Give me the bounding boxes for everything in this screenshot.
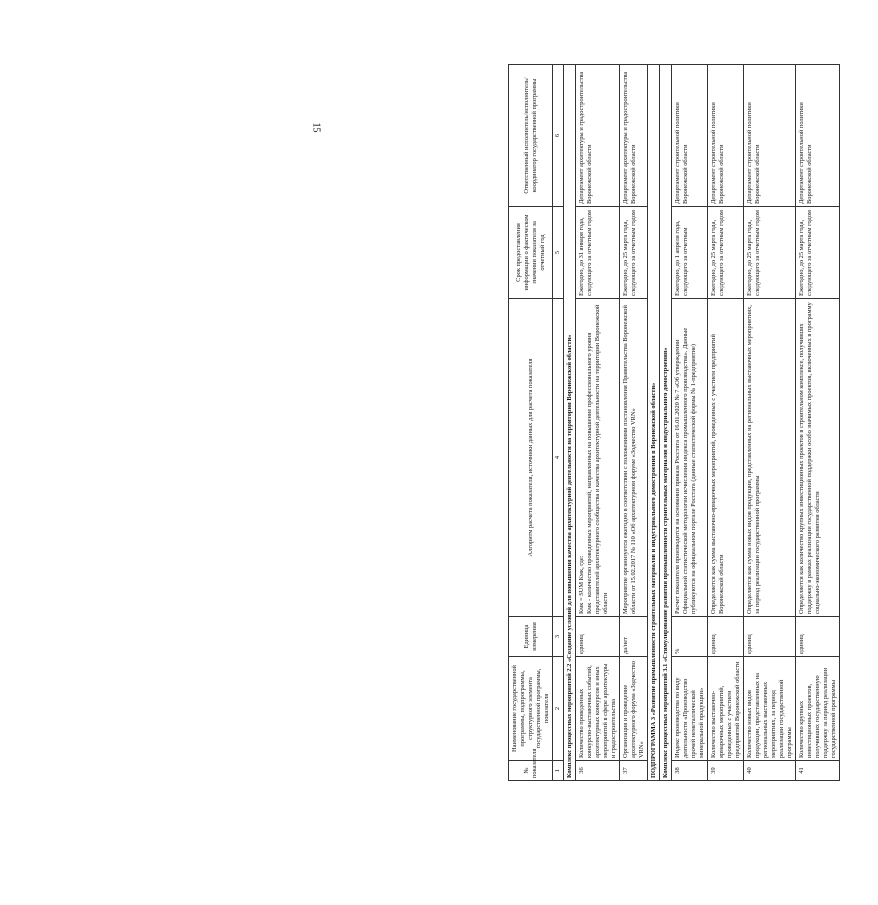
section-heading: Комплекс процессных мероприятий 2.2 «Создание условий для повышения качества архитектурной деятельности на территории Воронежской области» [564, 65, 576, 781]
subprogram-heading: ПОДПРОГРАММА 3 «Развитие промышленности строительных материалов и индустриального домостроения в Воронежской области» [648, 65, 660, 781]
indicators-table [508, 64, 840, 781]
indicator-responsible: Департамент архитектуры и градостроительства Воронежской области [576, 65, 620, 207]
section-heading-row [660, 65, 672, 781]
table-header-row [509, 65, 553, 781]
header-cell: Алгоритм расчета показателя, источники данных для расчета показателя [509, 299, 553, 617]
indicator-name: Количество крупных инвестиционных проектов, получивших государственную поддержку за период реализации государственной программы [796, 657, 840, 761]
column-index: 3 [553, 617, 564, 657]
column-index: 5 [553, 207, 564, 299]
indicator-deadline: Ежегодно, до 1 апреля года, следующего за отчетным [672, 207, 708, 299]
indicator-unit: единиц [576, 617, 620, 657]
header-cell: Наименование государственной программы, подпрограммы, структурного элемента государственной программы, показателя [509, 657, 553, 761]
column-index: 2 [553, 657, 564, 761]
header-cell: Единица измерения [509, 617, 553, 657]
indicator-number: 37 [620, 761, 648, 781]
column-index: 6 [553, 65, 564, 207]
indicator-algorithm: Определяется как сумма новых видов продукции, представленных на региональных выставочных мероприятиях, за период реализации государственной программы [744, 299, 796, 617]
indicator-algorithm: Мероприятие организуется ежегодно в соответствии с положениями постановления Правительства Воронежской области от 15.02.2017 № 110 «Об архитектурном форуме «Зодчество VRN» [620, 299, 648, 617]
indicator-number: 40 [744, 761, 796, 781]
section-heading-row [564, 65, 576, 781]
indicator-name: Количество выставочно-ярмарочных мероприятий, проведенных с участием предприятий Воронежской области [708, 657, 744, 761]
indicator-deadline: Ежегодно, до 25 марта года, следующего за отчетным годом [620, 207, 648, 299]
table-row [576, 65, 620, 781]
indicator-number: 39 [708, 761, 744, 781]
indicator-unit: % [672, 617, 708, 657]
column-index: 1 [553, 761, 564, 781]
column-index-row [553, 65, 564, 781]
indicator-number: 41 [796, 761, 840, 781]
indicator-name: Количество новых видов продукции, представленных на региональных выставочных мероприятиях, за период реализации государственной программы [744, 657, 796, 761]
indicator-deadline: Ежегодно, до 25 марта года, следующего за отчетным годом [744, 207, 796, 299]
indicator-algorithm: Определяется как количество крупных инвестиционных проектов в строительном комплексе, получивших поддержку в рамках реализации государственной поддержки особо значимых проектов, включенных в программу социально-экономического развития области [796, 299, 840, 617]
indicator-name: Количество проведенных конкурсно-выставочных событий, архитектурных конкурсов и иных мероприятий в сфере архитектуры и градостроительства [576, 657, 620, 761]
indicator-responsible: Департамент архитектуры и градостроительства Воронежской области [620, 65, 648, 207]
rotated-table-wrapper [508, 65, 878, 781]
subprogram-heading-row [648, 65, 660, 781]
column-index: 4 [553, 299, 564, 617]
header-cell: Ответственный исполнитель/исполнитель/ координатор государственной программы [509, 65, 553, 207]
page-number: 15 [310, 122, 322, 133]
indicator-responsible: Департамент строительной политики Воронежской области [796, 65, 840, 207]
section-heading: Комплекс процессных мероприятий 3.1 «Стимулирование развития промышленности строительных материалов и индустриального домостроения» [660, 65, 672, 781]
table-row [620, 65, 648, 781]
indicator-number: 36 [576, 761, 620, 781]
indicator-number: 38 [672, 761, 708, 781]
table-row [744, 65, 796, 781]
indicator-algorithm: Расчет показателя производится на основании приказа Росстата от 16.01.2020 № 7 «Об утверждении Официальной статистической методологии исчисления индекса промышленного производства». Данные публикуются на официальном портале Росстата (данные статистической формы № 1-предприятие) [672, 299, 708, 617]
indicator-name: Организация и проведение архитектурного форума «Зодчество VRN» [620, 657, 648, 761]
header-cell: Срок предоставления информации о фактическом значении показателя за отчетный год [509, 207, 553, 299]
table-row [796, 65, 840, 781]
indicator-deadline: Ежегодно, до 25 марта года, следующего за отчетным годом [708, 207, 744, 299]
indicator-unit: да/нет [620, 617, 648, 657]
indicator-unit: единиц [796, 617, 840, 657]
indicator-responsible: Департамент строительной политики Воронежской области [672, 65, 708, 207]
table-row [672, 65, 708, 781]
indicator-responsible: Департамент строительной политики Воронежской области [708, 65, 744, 207]
indicator-name: Индекс производства по виду деятельности «Производство прочей неметаллической минеральной продукции» [672, 657, 708, 761]
indicator-deadline: Ежегодно, до 25 марта года, следующего за отчетным годом [796, 207, 840, 299]
table-row [708, 65, 744, 781]
indicator-deadline: Ежегодно, до 31 января года, следующего за отчетным годом [576, 207, 620, 299]
header-cell: № показателя [509, 761, 553, 781]
indicator-unit: единиц [708, 617, 744, 657]
indicator-algorithm: Определяется как сумма выставочно-ярмарочных мероприятий, проведенных с участием предприятий Воронежской области [708, 299, 744, 617]
indicator-unit: единиц [744, 617, 796, 657]
indicator-responsible: Департамент строительной политики Воронежской области [744, 65, 796, 207]
indicator-algorithm: Кмк = SUM Кмк, где: Кмк - количество проведенных мероприятий, направленных на повышение профессионального уровня представителей архитектурного сообщества и качества архитектурной деятельности на территории Воронежской области [576, 299, 620, 617]
